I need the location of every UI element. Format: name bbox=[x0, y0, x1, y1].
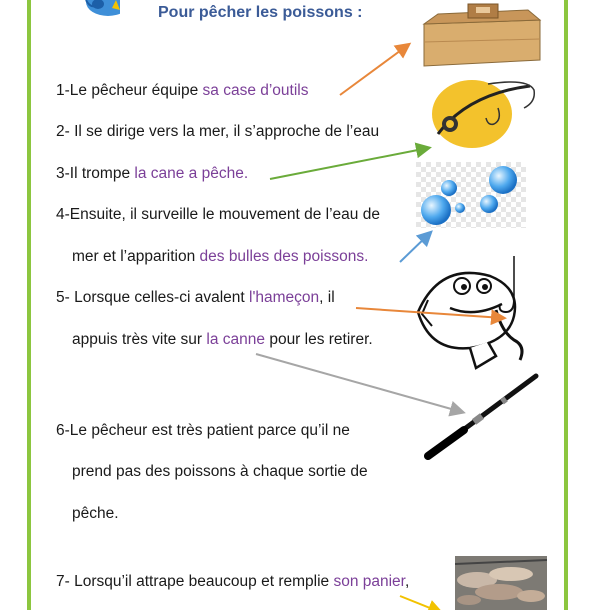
highlight-basket: son panier bbox=[333, 573, 405, 590]
step-7-line: 7- Lorsqu’il attrape beaucoup et remplie son panier, bbox=[56, 573, 410, 590]
step-2-line: 2- Il se dirige vers la mer, il s’approche de l’eau bbox=[56, 123, 380, 140]
step-4-line: 4-Ensuite, il surveille le mouvement de l’eau de bbox=[56, 206, 380, 223]
step-6-line-end: pêche. bbox=[72, 505, 119, 522]
step-3-line: 3-Il trompe la cane a pêche. bbox=[56, 165, 249, 182]
step-4-line-cont: mer et l’apparition des bulles des poissons. bbox=[72, 248, 369, 265]
arrow-rod bbox=[270, 148, 428, 179]
step-5-line-cont: appuis très vite sur la canne pour les retirer. bbox=[72, 331, 373, 348]
arrow-canne bbox=[256, 354, 462, 412]
step-5-line: 5- Lorsque celles-ci avalent l'hameçon, il bbox=[56, 289, 335, 306]
highlight-bubbles: des bulles des poissons. bbox=[199, 248, 369, 265]
arrow-hook bbox=[356, 308, 503, 318]
arrow-basket bbox=[400, 596, 440, 610]
arrow-bubbles bbox=[400, 233, 430, 262]
highlight-canne: la canne bbox=[206, 331, 266, 348]
step-6-line: 6-Le pêcheur est très patient parce qu’il ne bbox=[56, 422, 350, 439]
highlight-rod: la cane a pêche. bbox=[134, 165, 249, 182]
step-1-line: 1-Le pêcheur équipe sa case d’outils bbox=[56, 82, 309, 99]
page-title: Pour pêcher les poissons : bbox=[158, 4, 363, 21]
highlight-toolbox: sa case d’outils bbox=[202, 82, 309, 99]
arrow-toolbox bbox=[340, 45, 408, 95]
step-6-line-cont: prend pas des poissons à chaque sortie de bbox=[72, 463, 368, 480]
highlight-hook: l'hameçon bbox=[249, 289, 320, 306]
